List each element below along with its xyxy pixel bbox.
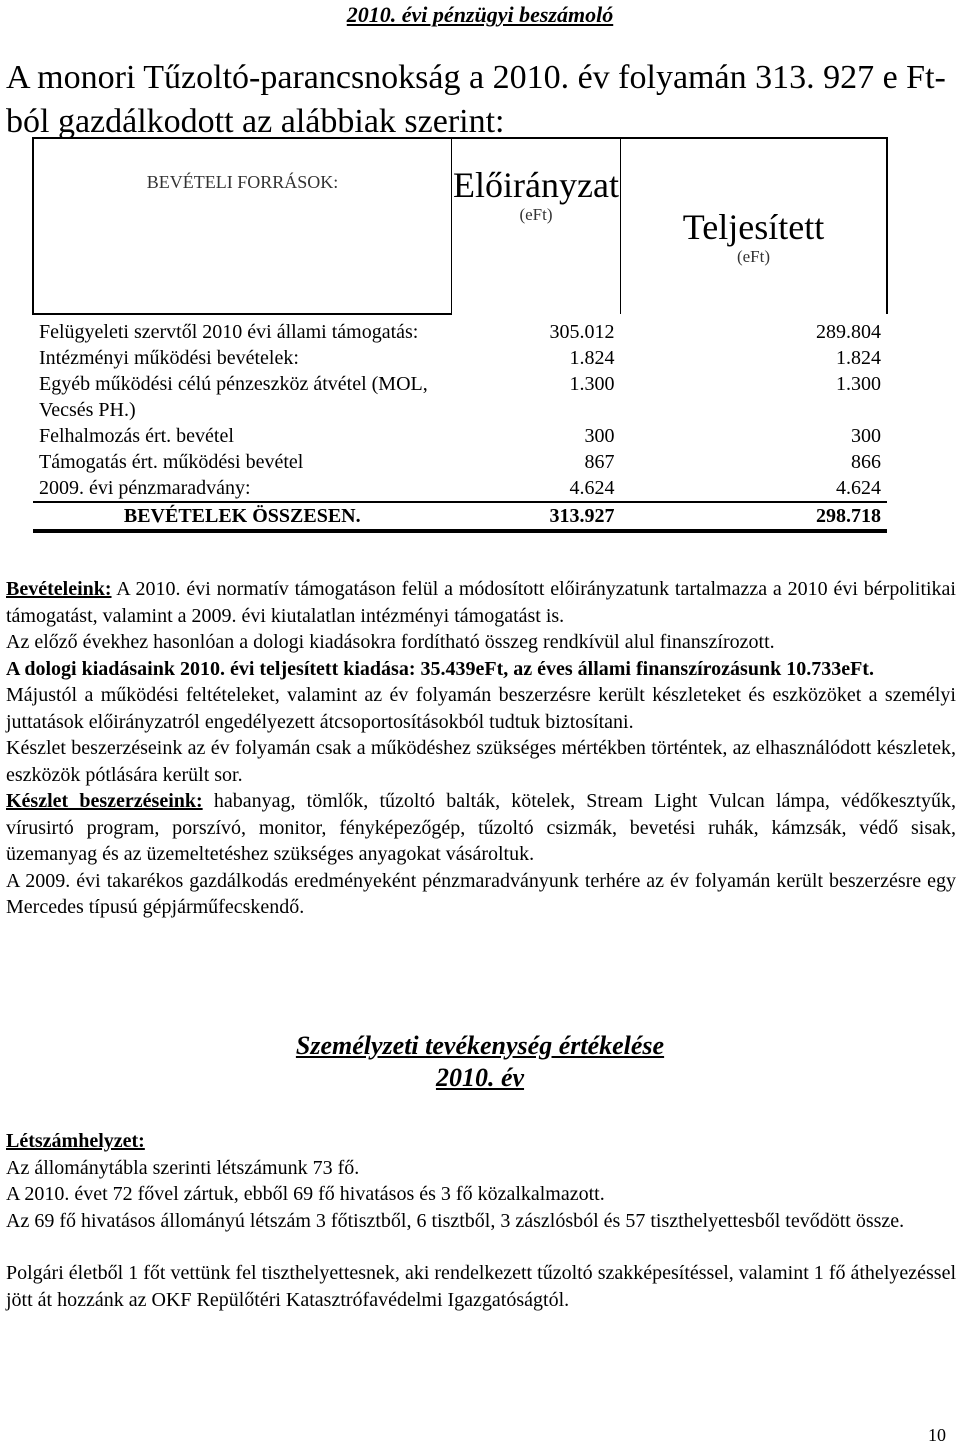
actual-title: Teljesített [682,207,825,247]
revenue-table [32,137,888,533]
page-number: 10 [928,1425,946,1445]
total-label: BEVÉTELEK ÖSSZESEN. [33,502,452,531]
row-label: Felügyeleti szervtől 2010 évi állami támogatás: [39,321,419,343]
row-planned: 4.624 [569,477,615,499]
table-row [33,345,887,371]
total-planned: 313.927 [452,502,621,531]
table-row [33,371,887,423]
col-header-actual [621,138,888,314]
total-actual: 298.718 [621,502,888,531]
paragraph: Az előző évekhez hasonlóan a dologi kiadásokra fordítható összeg rendkívül alul finanszírozott. [6,631,775,653]
col-header-planned [452,138,621,314]
row-actual: 1.300 [836,373,881,395]
report-body [6,576,956,921]
row-planned: 305.012 [549,321,615,343]
table-header-row [33,138,887,314]
paragraph: Májustól a működési feltételeket, valamint az év folyamán beszerzésre került készleteket és eszközöket a személyi juttatások előirányzatról engedélyezett átcsoportosításokból tudtuk biztosítani. [6,684,956,733]
row-planned: 1.300 [569,373,615,395]
report-header: 2010. évi pénzügyi beszámoló [346,2,614,27]
row-actual: 289.804 [816,321,881,343]
table-row [33,319,887,345]
intro-text: A monori Tűzoltó-parancsnokság a 2010. év folyamán 313. 927 e Ft-ból gazdálkodott az alábbiak szerint: [6,59,946,140]
paragraph: Az 69 fő hivatásos állományú létszám 3 főtisztből, 6 tisztből, 3 zászlósból és 57 tiszthelyettesből tevődött össze. [6,1209,905,1232]
paragraph-text: habanyag, tömlők, tűzoltó balták, kötelek, Stream Light Vulcan lámpa, védőkesztyűk, vírusirtó program, porszívó, monitor, fényképezőgép, tűzoltó csizmák, bevetési ruhák, kámzsák, védő sisak, üzemanyag és az üzemeltetéshez szükséges anyagokat vásároltuk. [6,790,956,865]
table-row [33,449,887,475]
staffing-section [6,1128,956,1313]
paragraph-lead: Készlet beszerzéseink: [6,790,203,812]
paragraph: A dologi kiadásaink 2010. évi teljesített kiadása: 35.439eFt, az éves állami finanszírozásunk 10.733eFt. [6,657,874,680]
row-actual: 866 [851,451,881,473]
paragraph [6,576,956,629]
planned-title: Előirányzat [453,165,619,205]
row-actual: 4.624 [836,477,881,499]
col-header-sources: BEVÉTELI FORRÁSOK: [33,138,452,314]
table-row [33,475,887,502]
paragraph: A 2010. évet 72 fővel zártuk, ebből 69 fő hivatásos és 3 fő közalkalmazott. [6,1183,605,1205]
paragraph: Polgári életből 1 főt vettünk fel tiszthelyettesnek, aki rendelkezett tűzoltó szakképesítéssel, valamint 1 fő áthelyezéssel jött át hozzánk az OKF Repülőtéri Katasztrófavédelmi Igazgatóságtól. [6,1262,956,1311]
paragraph: Az állománytábla szerinti létszámunk 73 fő. [6,1156,360,1179]
row-label: 2009. évi pénzmaradvány: [39,477,251,499]
row-label: Felhalmozás ért. bevétel [39,425,234,447]
actual-unit: (eFt) [736,247,771,266]
row-planned: 867 [584,451,615,473]
paragraph: Készlet beszerzéseink az év folyamán csak a működéshez szükséges mértékben történtek, az elhasználódott készletek, eszközök pótlására került sor. [6,737,956,786]
table-total-row [33,502,887,531]
row-actual: 300 [851,425,881,447]
table-row [33,423,887,449]
section-title-line: Személyzeti tevékenység értékelése [295,1031,665,1060]
row-planned: 300 [584,425,615,447]
paragraph [6,788,956,868]
section-title [0,1030,960,1094]
section-title-line: 2010. év [435,1063,525,1092]
paragraph-text: A 2010. évi normatív támogatáson felül a módosított előirányzatunk tartalmazza a 2010 évi bérpolitikai támogatást, valamint a 2009. évi kiutalatlan intézményi támogatást is. [6,578,956,627]
row-label: Egyéb működési célú pénzeszköz átvétel (MOL, Vecsés PH.) [39,373,428,421]
paragraph: A 2009. évi takarékos gazdálkodás eredményeként pénzmaradványunk terhére az év folyamán került beszerzésre egy Mercedes típusú gépjárműfecskendő. [6,869,956,918]
row-label: Intézményi működési bevételek: [39,347,299,369]
row-actual: 1.824 [836,347,881,369]
row-planned: 1.824 [569,347,615,369]
paragraph-lead: Bevételeink: [6,578,112,600]
row-label: Támogatás ért. működési bevétel [39,451,304,473]
staffing-heading: Létszámhelyzet: [6,1130,145,1152]
planned-unit: (eFt) [519,205,553,224]
